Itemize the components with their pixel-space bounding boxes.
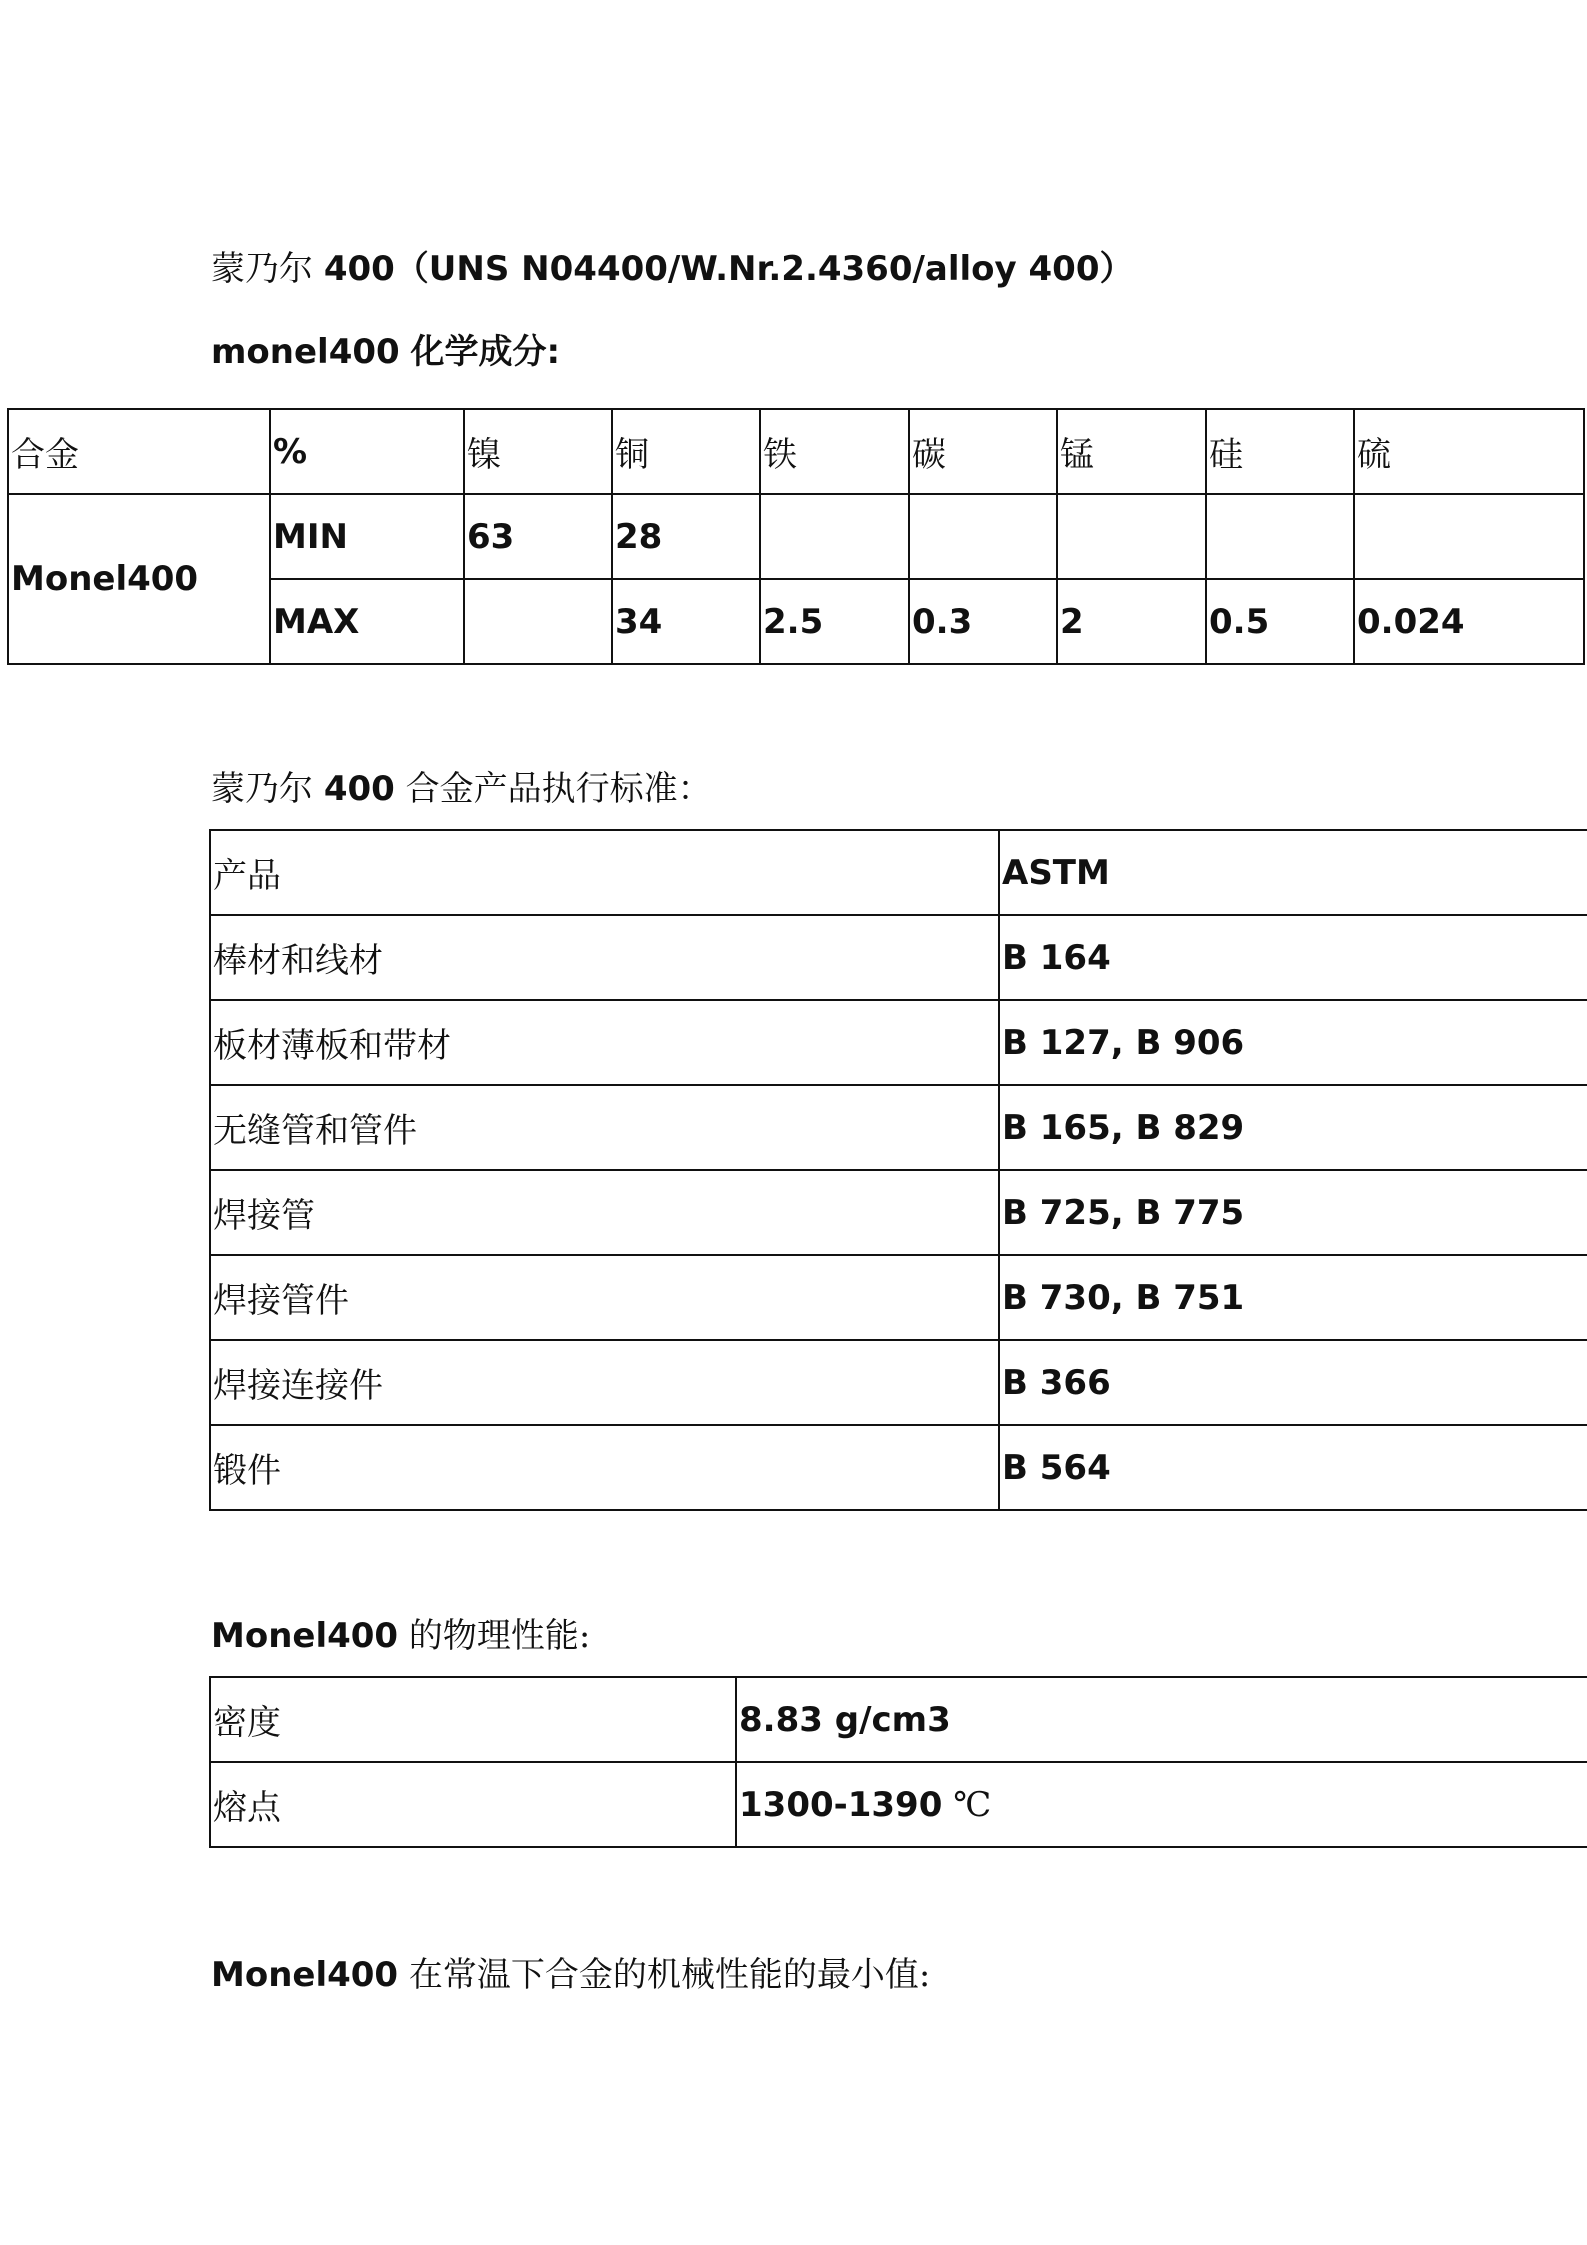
std-product: 无缝管和管件 [210, 1085, 999, 1170]
chem-header-copper: 铜 [612, 409, 760, 494]
std-product: 焊接连接件 [210, 1340, 999, 1425]
chem-min-silicon [1206, 494, 1354, 579]
chem-min-manganese [1057, 494, 1206, 579]
chem-min-iron [760, 494, 909, 579]
chem-max-carbon: 0.3 [909, 579, 1057, 664]
chem-max-sulfur: 0.024 [1354, 579, 1584, 664]
chem-heading-alloy: monel400 [211, 332, 400, 372]
chem-min-copper: 28 [612, 494, 760, 579]
chem-header-manganese: 锰 [1057, 409, 1206, 494]
phys-heading-alloy: Monel400 [211, 1616, 399, 1656]
std-row [210, 1000, 1587, 1085]
std-heading [211, 769, 712, 809]
phys-heading-text: 的物理性能: [408, 1616, 591, 1656]
std-header-astm: ASTM [999, 830, 1587, 915]
chem-header-nickel: 镍 [464, 409, 612, 494]
std-heading-cn2: 合金产品执行标准： [405, 769, 712, 809]
chem-heading [211, 332, 560, 372]
chem-min-label: MIN [270, 494, 464, 579]
chem-header-sulfur: 硫 [1354, 409, 1584, 494]
title-cn: 蒙乃尔 [211, 249, 313, 289]
std-row [210, 1255, 1587, 1340]
mech-heading-text: 在常温下合金的机械性能的最小值: [408, 1955, 931, 1995]
chem-max-manganese: 2 [1057, 579, 1206, 664]
std-header-product: 产品 [210, 830, 999, 915]
chem-heading-text: 化学成分: [410, 332, 561, 372]
chem-max-silicon: 0.5 [1206, 579, 1354, 664]
chem-header-iron: 铁 [760, 409, 909, 494]
std-heading-number: 400 [323, 769, 395, 809]
std-row [210, 1085, 1587, 1170]
chem-min-row [8, 494, 1584, 579]
chem-header-percent: % [270, 409, 464, 494]
mech-heading-alloy: Monel400 [211, 1955, 399, 1995]
phys-density-row [210, 1677, 1587, 1762]
physical-properties-table [209, 1676, 1587, 1848]
chem-min-sulfur [1354, 494, 1584, 579]
std-heading-cn1: 蒙乃尔 [211, 769, 313, 809]
std-astm: B 164 [999, 915, 1587, 1000]
std-astm: B 725, B 775 [999, 1170, 1587, 1255]
std-row [210, 915, 1587, 1000]
chem-min-carbon [909, 494, 1057, 579]
phys-melting-row [210, 1762, 1587, 1847]
phys-melting-cell [736, 1762, 1587, 1847]
chem-header-alloy: 合金 [8, 409, 270, 494]
std-header-row [210, 830, 1587, 915]
std-product: 板材薄板和带材 [210, 1000, 999, 1085]
std-row [210, 1340, 1587, 1425]
phys-heading [211, 1616, 590, 1656]
document-title [211, 249, 1133, 289]
std-product: 焊接管件 [210, 1255, 999, 1340]
phys-density-value: 8.83 g/cm3 [736, 1677, 1587, 1762]
title-designations: （UNS N04400/W.Nr.2.4360/alloy 400） [394, 249, 1134, 289]
std-product: 焊接管 [210, 1170, 999, 1255]
std-astm: B 127, B 906 [999, 1000, 1587, 1085]
phys-density-label: 密度 [210, 1677, 736, 1762]
phys-melting-unit: ℃ [953, 1784, 992, 1825]
chem-max-copper: 34 [612, 579, 760, 664]
chem-header-silicon: 硅 [1206, 409, 1354, 494]
chem-max-iron: 2.5 [760, 579, 909, 664]
title-number: 400 [323, 249, 395, 289]
product-standards-table [209, 829, 1587, 1511]
std-row [210, 1425, 1587, 1510]
phys-melting-label: 熔点 [210, 1762, 736, 1847]
chem-header-row [8, 409, 1584, 494]
std-astm: B 564 [999, 1425, 1587, 1510]
mech-heading [211, 1955, 930, 1995]
std-astm: B 366 [999, 1340, 1587, 1425]
std-product: 棒材和线材 [210, 915, 999, 1000]
std-astm: B 165, B 829 [999, 1085, 1587, 1170]
chem-max-nickel [464, 579, 612, 664]
chem-min-nickel: 63 [464, 494, 612, 579]
chem-composition-table [7, 408, 1585, 665]
std-product: 锻件 [210, 1425, 999, 1510]
chem-alloy-name: Monel400 [8, 494, 270, 664]
std-astm: B 730, B 751 [999, 1255, 1587, 1340]
std-row [210, 1170, 1587, 1255]
phys-melting-value: 1300-1390 [739, 1784, 943, 1825]
chem-max-label: MAX [270, 579, 464, 664]
chem-header-carbon: 碳 [909, 409, 1057, 494]
